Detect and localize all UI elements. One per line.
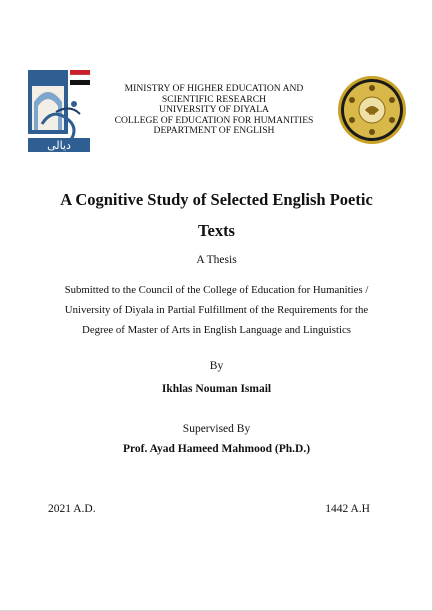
- by-label: By: [209, 360, 224, 372]
- institution-header: [96, 84, 332, 137]
- college-seal-icon: [336, 74, 408, 146]
- document-type: A Thesis: [196, 254, 237, 266]
- thesis-title: [20, 184, 413, 246]
- submission-line-2: University of Diyala in Partial Fulfillment of the Requirements for the: [64, 304, 369, 316]
- submission-line-1: Submitted to the Council of the College of Education for Humanities /: [64, 284, 369, 296]
- logo-text: دیالی: [47, 139, 71, 152]
- thesis-title-line-1: A Cognitive Study of Selected English Poetic: [60, 190, 373, 209]
- date-gregorian: 2021 A.D.: [48, 503, 96, 515]
- header-line-university: UNIVERSITY OF DIYALA: [159, 104, 269, 116]
- header-line-college: COLLEGE OF EDUCATION FOR HUMANITIES: [114, 114, 314, 126]
- header-line-ministry: MINISTRY OF HIGHER EDUCATION AND: [124, 83, 304, 94]
- thesis-title-line-2: Texts: [198, 221, 235, 240]
- submission-statement: [36, 280, 397, 340]
- header-line-research: SCIENTIFIC RESEARCH: [161, 93, 267, 105]
- university-logo-icon: [26, 68, 92, 154]
- supervisor-name: Prof. Ayad Hameed Mahmood (Ph.D.): [122, 443, 311, 455]
- submission-line-3: Degree of Master of Arts in English Language and Linguistics: [82, 324, 351, 336]
- author-name: Ikhlas Nouman Ismail: [161, 383, 272, 395]
- supervised-by-label: Supervised By: [182, 423, 251, 435]
- header-line-department: DEPARTMENT OF ENGLISH: [153, 125, 275, 137]
- date-hijri: 1442 A.H: [325, 503, 370, 515]
